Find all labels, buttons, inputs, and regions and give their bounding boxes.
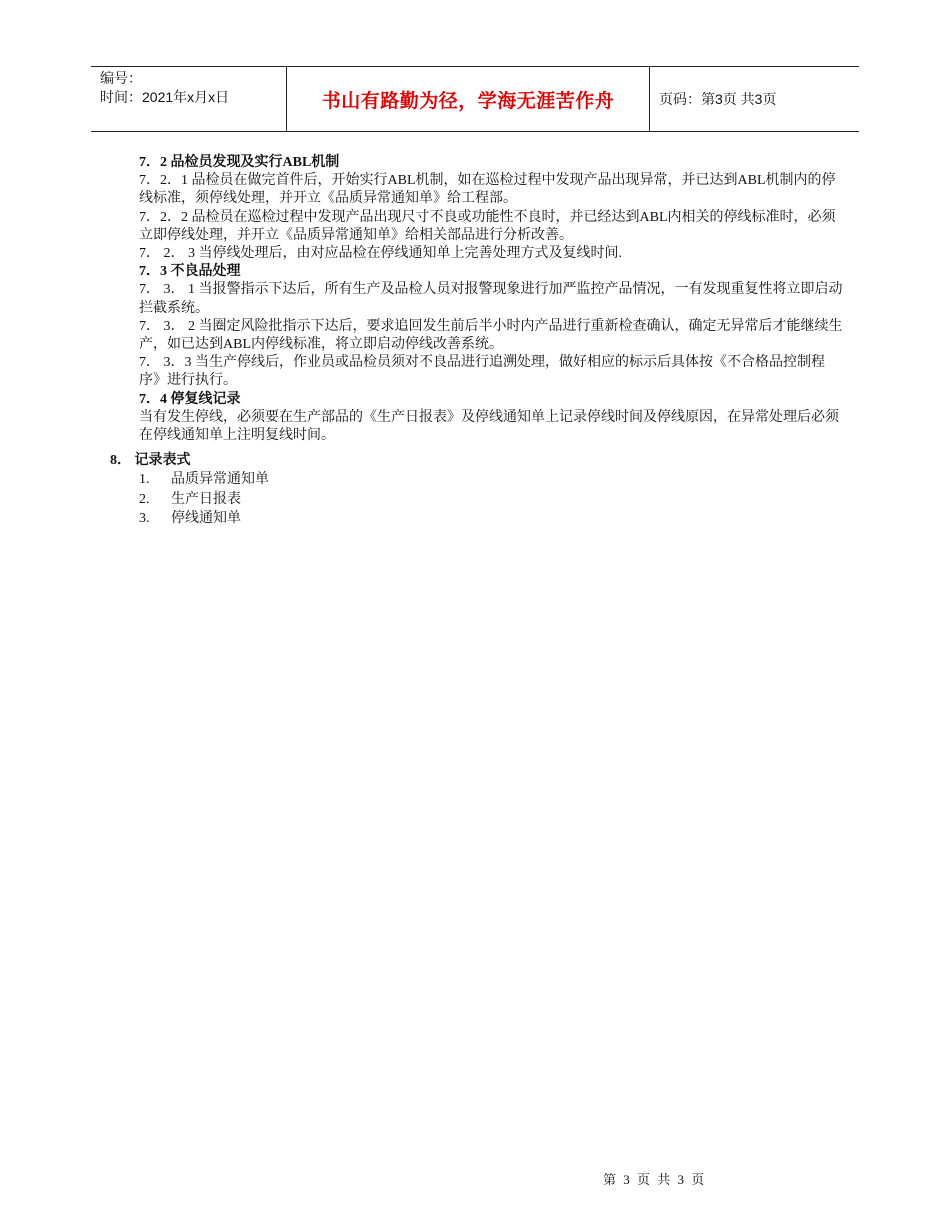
document-body — [139, 154, 844, 445]
list-item — [139, 470, 269, 490]
list-item-label: 停线通知单 — [171, 511, 241, 526]
document-date: 时间：2021年x月x日 — [100, 89, 230, 105]
list-item-label: 品质异常通知单 — [171, 472, 269, 487]
paragraph-7-4: 当有发生停线，必须要在生产部品的《生产日报表》及停线通知单上记录停线时间及停线原因，在异常处理后必须在停线通知单上注明复线时间。 — [139, 409, 839, 444]
list-item-label: 生产日报表 — [171, 491, 241, 507]
list-item-number: 1. — [139, 472, 150, 487]
paragraph-7-2-2: 7．2．2 品检员在巡检过程中发现产品出现尺寸不良或功能性不良时，并已经达到ABL内相关的停线标准时，必须立即停线处理，并开立《品质异常通知单》给相关部品进行分析改善。 — [139, 209, 836, 243]
paragraph-7-2-3: 7． 2． 3 当停线处理后，由对应品检在停线通知单上完善处理方式及复线时间. — [139, 246, 622, 262]
header-motto-cell — [287, 67, 650, 131]
header-page-cell — [650, 67, 859, 131]
document-number-label: 编号： — [100, 70, 142, 86]
page-header — [91, 66, 859, 132]
paragraph-7-3-2: 7． 3． 2 当圈定风险批指示下达后，要求追回发生前后半小时内产品进行重新检查确认，确定无异常后才能继续生产，如已达到ABL内停线标准，将立即启动停线改善系统。 — [139, 318, 843, 353]
header-meta-cell — [91, 67, 287, 131]
paragraph-7-3-3: 7． 3．3 当生产停线后，作业员或品检员须对不良品进行追溯处理，做好相应的标示后具体按《不合格品控制程序》进行执行。 — [139, 355, 825, 389]
header-motto: 书山有路勤为径，学海无涯苦作舟 — [321, 89, 615, 112]
page-footer: 第 3 页 共 3 页 — [603, 1172, 705, 1187]
section-heading-7-2: 7．2 品检员发现及实行ABL机制 — [139, 155, 340, 170]
header-page-info: 页码：第3页 共3页 — [659, 91, 777, 107]
section-heading-7-3: 7．3 不良品处理 — [139, 264, 241, 280]
section-heading-7-4: 7．4 停复线记录 — [139, 391, 241, 407]
list-item — [139, 509, 269, 529]
paragraph-7-2-1: 7．2．1 品检员在做完首件后，开始实行ABL机制，如在巡检过程中发现产品出现异常，并已达到ABL机制内的停线标准，须停线处理，并开立《品质异常通知单》给工程部。 — [139, 173, 836, 207]
paragraph-7-3-1: 7． 3． 1 当报警指示下达后，所有生产及品检人员对报警现象进行加严监控产品情况，一有发现重复性将立即启动拦截系统。 — [139, 282, 843, 316]
section-heading-8: 8． 记录表式 — [110, 453, 191, 468]
list-item — [139, 490, 269, 510]
list-item-number: 2. — [139, 491, 150, 507]
records-list — [139, 470, 269, 529]
list-item-number: 3. — [139, 511, 150, 526]
